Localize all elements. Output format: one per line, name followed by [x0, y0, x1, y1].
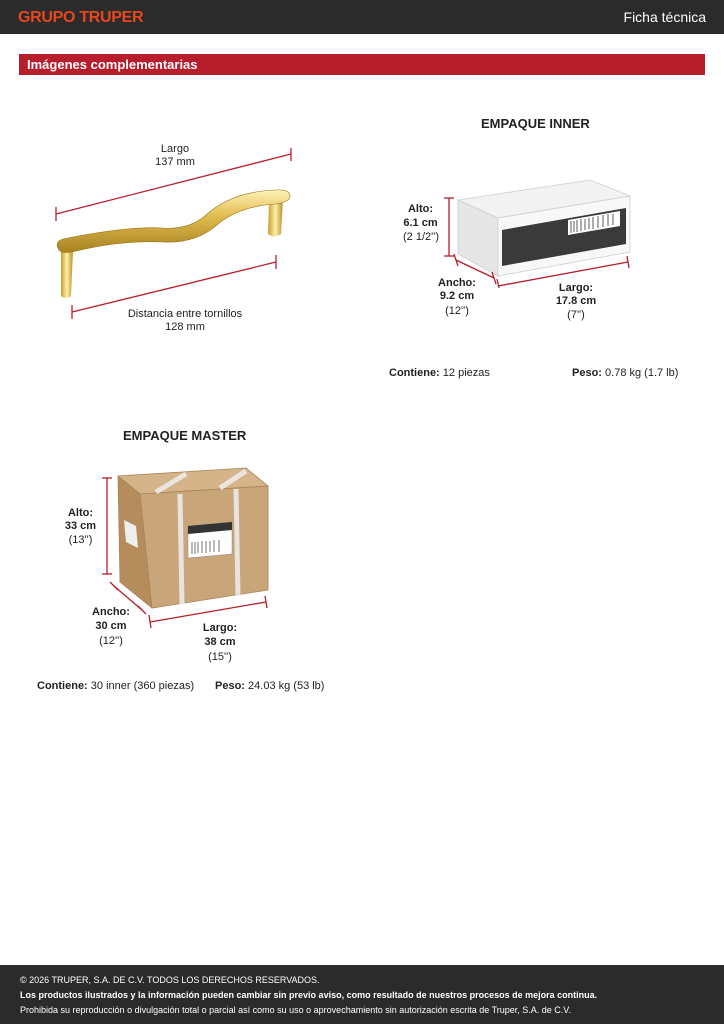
handle-bar	[57, 190, 290, 253]
inner-ancho-imperial: (12'')	[445, 305, 469, 317]
section-title: Imágenes complementarias	[27, 57, 198, 72]
inner-peso-value: 0.78 kg (1.7 lb)	[605, 367, 679, 379]
inner-title: EMPAQUE INNER	[481, 116, 590, 131]
inner-alto-imperial: (2 1/2'')	[403, 231, 439, 243]
handle-illustration	[50, 148, 300, 320]
master-ancho-value: 30 cm	[95, 620, 127, 632]
master-largo-imperial: (15'')	[208, 651, 232, 663]
inner-alto-label: Alto:	[407, 203, 434, 215]
master-contiene	[37, 680, 194, 692]
master-contiene-label: Contiene:	[37, 680, 88, 692]
inner-contiene-label: Contiene:	[389, 367, 440, 379]
master-peso-value: 24.03 kg (53 lb)	[248, 680, 325, 692]
brand-logo: GRUPO TRUPER	[18, 9, 144, 26]
inner-largo-label: Largo:	[558, 282, 594, 294]
master-largo-value: 38 cm	[204, 636, 236, 648]
inner-peso	[572, 367, 678, 379]
inner-contiene-value: 12 piezas	[442, 367, 490, 379]
master-alto-value: 33 cm	[64, 520, 97, 532]
inner-alto-dimension	[444, 198, 454, 256]
distancia-value: 128 mm	[165, 321, 205, 333]
distancia-label: Distancia entre tornillos	[127, 308, 243, 320]
inner-largo-imperial: (7'')	[567, 309, 585, 321]
master-peso-label: Peso:	[215, 680, 245, 692]
footer-notice: Los productos ilustrados y la información pueden cambiar sin previo aviso, como resultado de nuestros procesos de mejora continua.	[20, 990, 598, 1000]
master-alto-label: Alto:	[67, 507, 94, 519]
master-peso	[215, 680, 324, 692]
handle-leg-left	[61, 246, 73, 298]
inner-ancho-value: 9.2 cm	[439, 290, 475, 302]
footer-prohibition: Prohibida su reproducción o divulgación total o parcial así como su uso o aprovechamiento sin autorización escrita de Truper, S.A. de C.V.	[20, 1005, 571, 1015]
section-header	[19, 54, 705, 75]
inner-contiene	[389, 367, 490, 379]
inner-box-illustration	[440, 178, 635, 288]
master-contiene-value: 30 inner (360 piezas)	[90, 680, 195, 692]
top-bar	[0, 0, 724, 34]
largo-label: Largo	[160, 143, 190, 155]
largo-value: 137 mm	[155, 156, 195, 168]
master-ancho-imperial: (12'')	[99, 635, 123, 647]
master-ancho-label: Ancho:	[92, 606, 130, 618]
document-type: Ficha técnica	[623, 9, 706, 25]
master-alto-imperial: (13'')	[68, 534, 93, 546]
master-largo-label: Largo:	[202, 622, 238, 634]
master-title: EMPAQUE MASTER	[123, 428, 247, 443]
inner-largo-value: 17.8 cm	[555, 295, 597, 307]
master-alto-dimension	[102, 478, 112, 574]
inner-peso-label: Peso:	[572, 367, 602, 379]
inner-ancho-label: Ancho:	[438, 277, 476, 289]
footer-copyright: © 2026 TRUPER, S.A. DE C.V. TODOS LOS DERECHOS RESERVADOS.	[20, 975, 320, 985]
inner-alto-value: 6.1 cm	[403, 217, 438, 229]
footer	[0, 965, 724, 1024]
